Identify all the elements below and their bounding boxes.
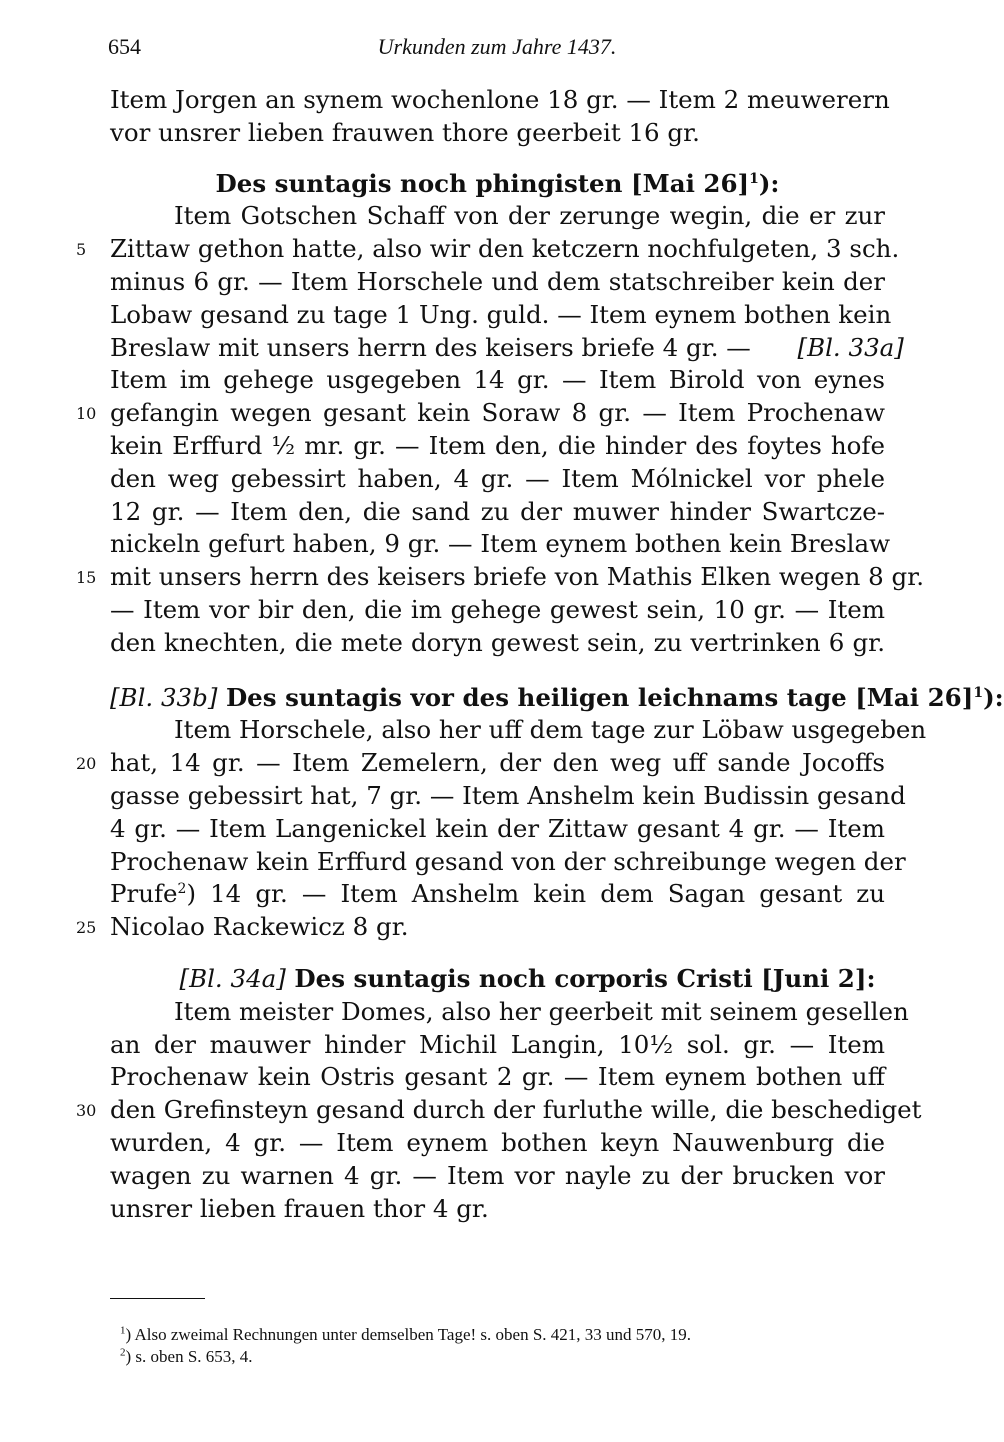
line-number: 5 [76,240,87,260]
text-line: an der mauwer hinder Michil Langin, 10½ sol. gr. — Item [110,1029,885,1059]
text-line: Prufe$^2$) 14 gr. — Item Anshelm kein dem Sagan gesant zu [110,879,885,909]
text-line: 20 hat, 14 gr. — Item Zemelern, der den weg uff sande Jocoffs [110,747,885,780]
text-line: gasse gebessirt hat, 7 gr. — Item Anshelm kein Budissin gesand [110,780,906,810]
text-line: Item im gehege usgegeben 14 gr. — Item Birold von eynes [110,365,885,395]
folio-mark: [Bl. 34a] [179,963,286,993]
line-number: 30 [76,1101,97,1121]
text-line: nickeln gefurt haben, 9 gr. — Item eynem bothen kein Breslaw [110,529,891,559]
text-line: wagen zu warnen 4 gr. — Item vor nayle zu der brucken vor [110,1160,885,1190]
text-line: Item Gotschen Schaff von der zerunge wegin, die er zur [174,201,885,231]
footnote-ref: 2 [177,881,187,898]
text-line: minus 6 gr. — Item Horschele und dem statschreiber kein der [110,266,885,296]
text-line: 25 Nicolao Rackewicz 8 gr. [110,911,885,944]
text-line: den knechten, die mete doryn gewest sein, zu vertrinken 6 gr. [110,627,885,657]
line-number: 20 [76,754,97,774]
text-line: Breslaw mit unsers herrn des keisers briefe 4 gr. — [Bl. 33a] [110,332,904,362]
line-number: 10 [76,404,97,424]
footnote: $^2$) s. oben S. 653, 4. [120,1346,253,1366]
page-header [110,34,884,66]
text-line: Item Jorgen an synem wochenlone 18 gr. — Item 2 meuwerern [110,85,890,114]
text-line: unsrer lieben frauen thor 4 gr. [110,1193,489,1223]
text-line: kein Erffurd ½ mr. gr. — Item den, die hinder des foytes hofe [110,430,885,460]
section-heading: [Bl. 34a] Des suntagis noch corporis Cristi [Juni 2]: [179,963,876,993]
folio-mark: [Bl. 33b] [110,682,218,712]
section-heading: [Bl. 33b] Des suntagis vor des heiligen leichnams tage [Mai 26]$^1$): [110,682,1004,712]
text-line: 10 gefangin wegen gesant kein Soraw 8 gr. — Item Prochenaw [110,397,885,430]
line-number: 15 [76,568,97,588]
text-line: Prochenaw kein Erffurd gesand von der schreibunge wegen der [110,846,906,876]
text-line: vor unsrer lieben frauwen thore geerbeit 16 gr. [110,117,700,147]
line-number: 25 [76,918,97,938]
text-line: 4 gr. — Item Langenickel kein der Zittaw gesant 4 gr. — Item [110,813,885,843]
text-line: Prochenaw kein Ostris gesant 2 gr. — Item eynem bothen uff [110,1062,885,1092]
text-line: 5 Zittaw gethon hatte, also wir den ketczern nochfulgeten, 3 sch. [110,233,885,266]
footnote-rule [110,1298,205,1299]
footnote: $^1$) Also zweimal Rechnungen unter demselben Tage! s. oben S. 421, 33 und 570, 19. [120,1324,692,1344]
footnote-ref: 1 [749,170,759,187]
text-line: Item Horschele, also her uff dem tage zur Löbaw usgegeben [174,715,927,745]
text-line: wurden, 4 gr. — Item eynem bothen keyn Nauwenburg die [110,1127,885,1157]
running-title: Urkunden zum Jahre 1437. [377,34,617,59]
text-line: Item meister Domes, also her geerbeit mit seinem gesellen [174,996,909,1026]
document-body [76,84,1004,1225]
text-line: 12 gr. — Item den, die sand zu der muwer hinder Swartcze- [110,496,885,526]
text-line: 15 mit unsers herrn des keisers briefe von Mathis Elken wegen 8 gr. [110,561,885,594]
section-heading: Des suntagis noch phingisten [Mai 26]$^1$): [215,168,780,198]
text-line: — Item vor bir den, die im gehege gewest sein, 10 gr. — Item [110,594,885,624]
text-line: 30 den Grefinsteyn gesand durch der furluthe wille, die beschediget [110,1094,885,1127]
text-line: Lobaw gesand zu tage 1 Ung. guld. — Item eynem bothen kein [110,299,892,329]
folio-mark: [Bl. 33a] [797,332,904,362]
text-line: den weg gebessirt haben, 4 gr. — Item Mólnickel vor phele [110,463,885,493]
footnote-ref: 1 [973,684,984,701]
page-number: 654 [108,34,141,59]
